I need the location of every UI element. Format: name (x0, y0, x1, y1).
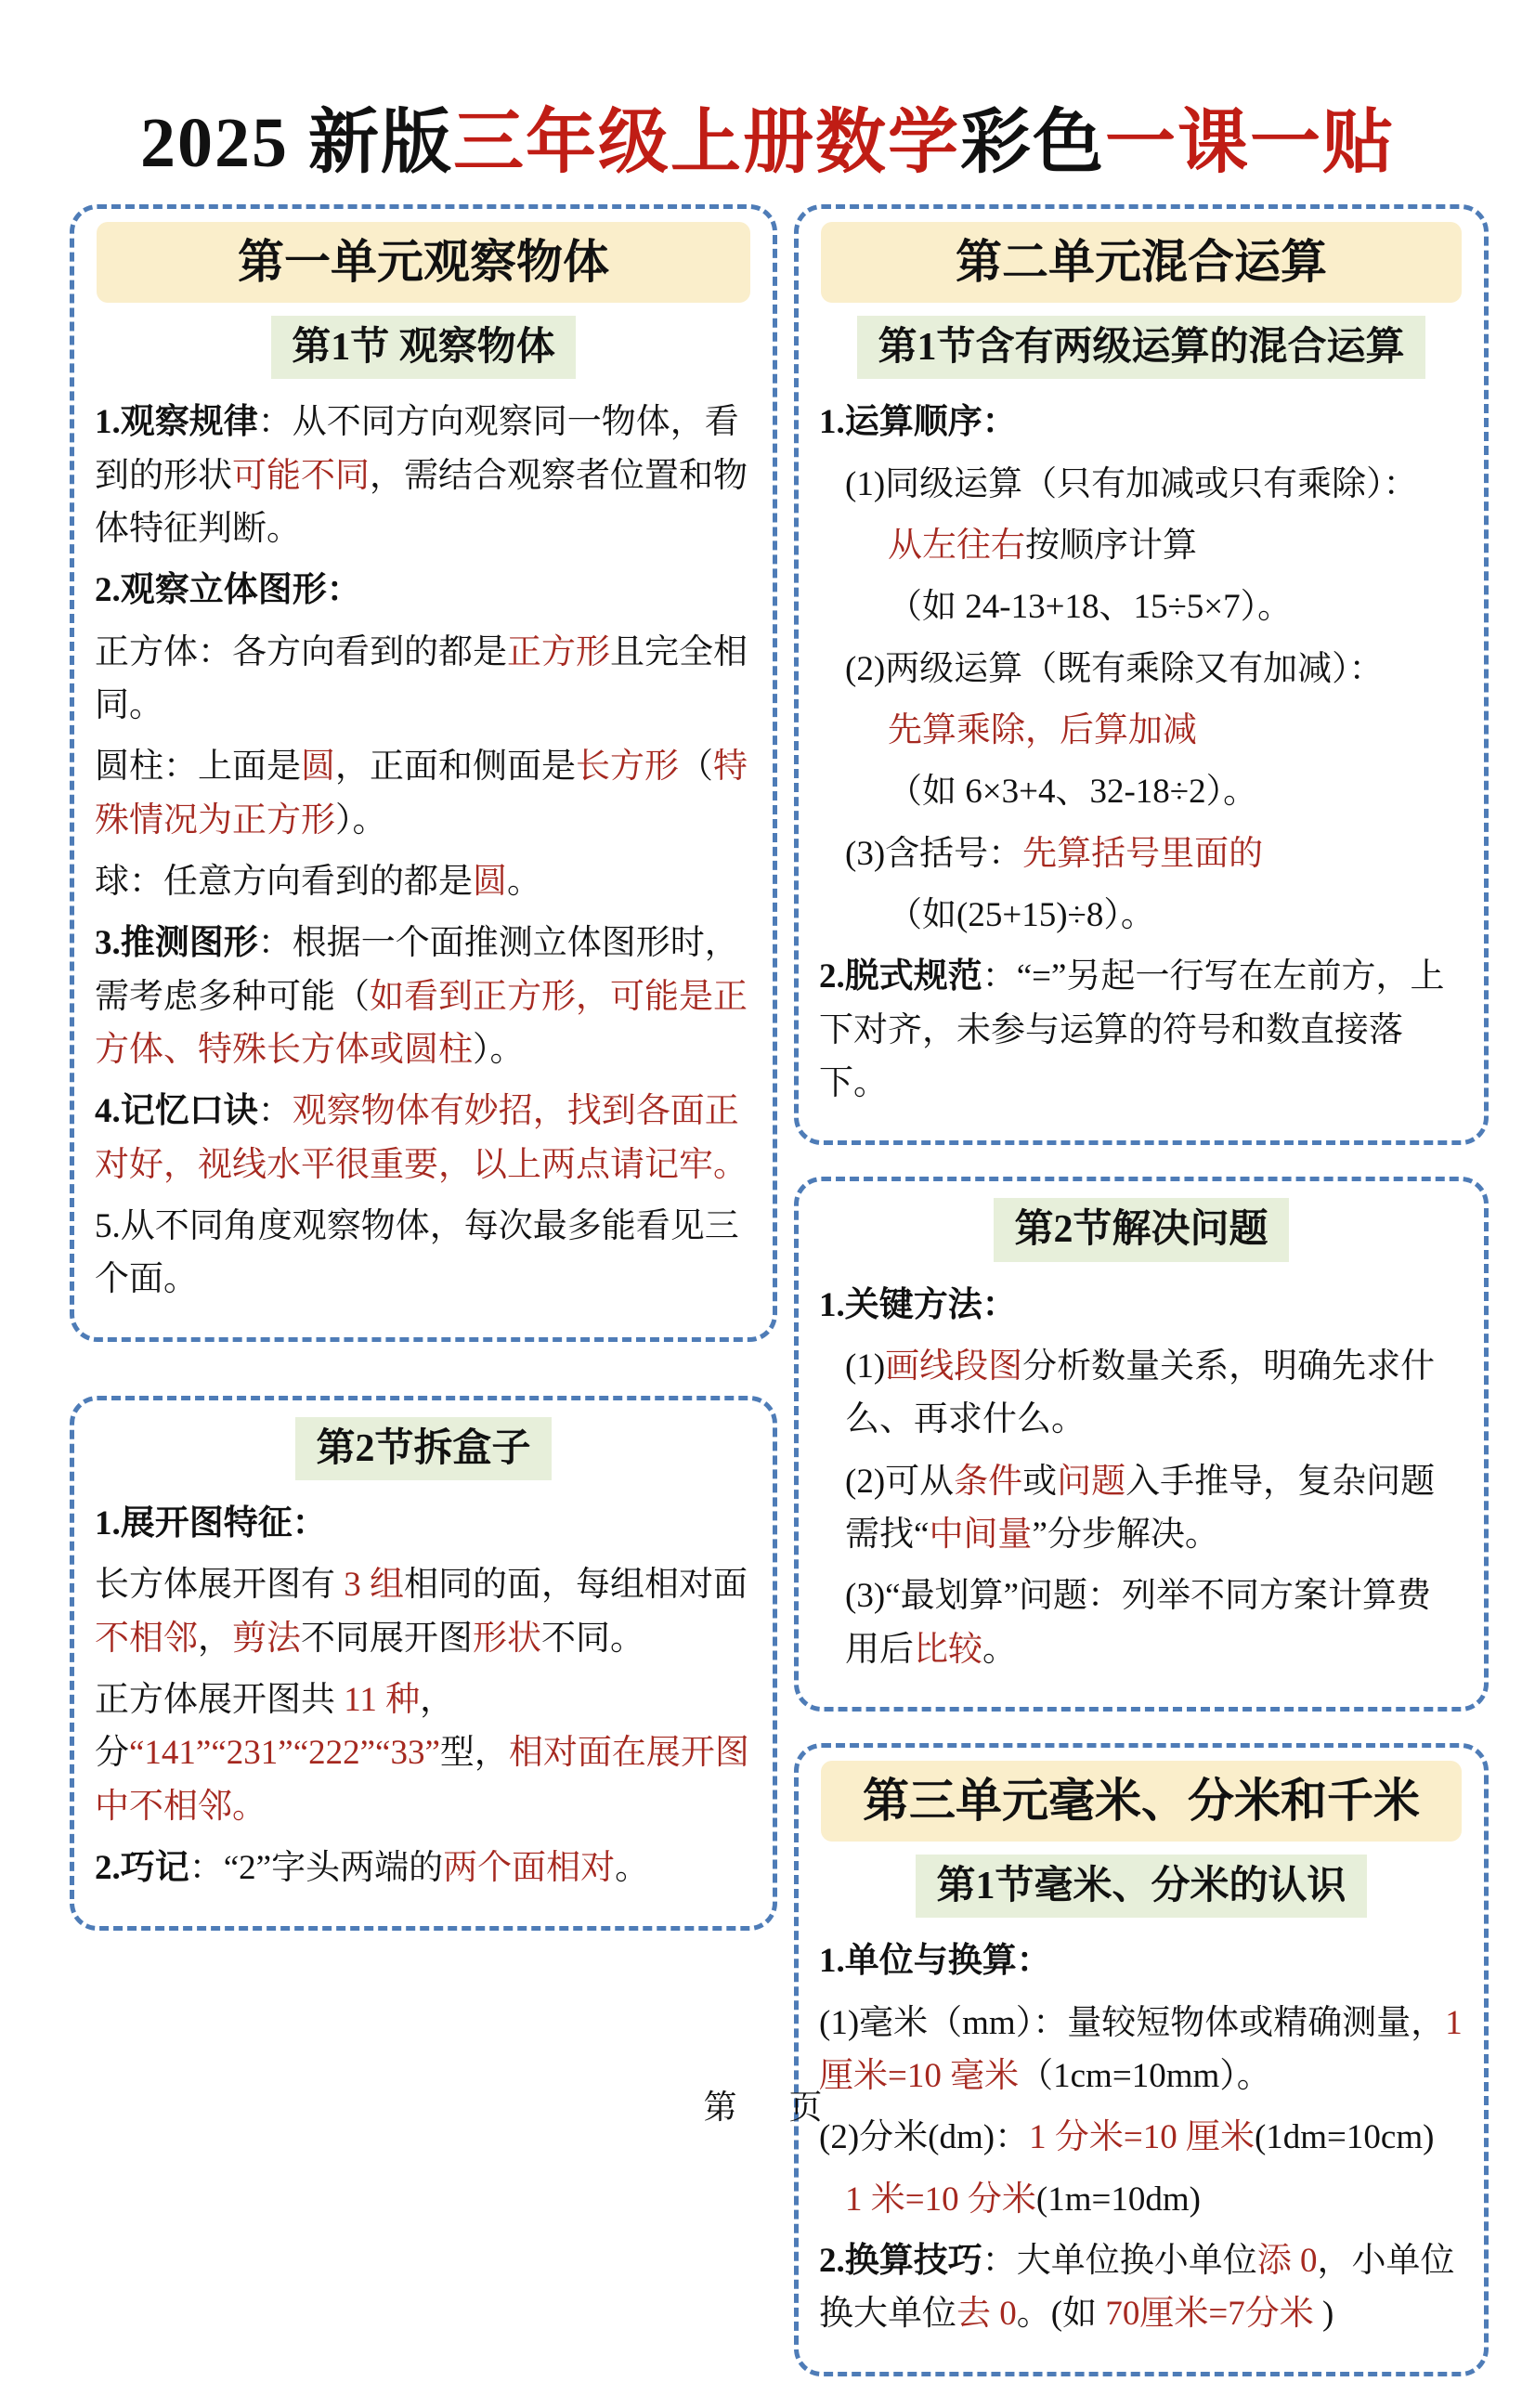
paragraph (95, 1842, 752, 1894)
paragraph (95, 564, 752, 617)
text-run: ）。 (473, 1031, 525, 1070)
highlight-text: “141”“231”“222”“33” (129, 1734, 440, 1773)
text-run: 2.巧记 (95, 1849, 189, 1888)
paragraph (95, 626, 752, 733)
highlight-text: 条件 (954, 1462, 1023, 1501)
paragraph (819, 1455, 1463, 1562)
left-box-2 (70, 1396, 777, 1931)
section-heading: 第2节解决问题 (994, 1198, 1288, 1261)
page-footer: 第 页 (703, 2089, 832, 2126)
text-run: 型， (439, 1734, 509, 1773)
highlight-text: 不相邻 (95, 1619, 198, 1658)
highlight-text: 长方形 (576, 748, 679, 787)
highlight-text: 可能不同 (232, 456, 370, 495)
text-run: ：从不同方向观察同一物体，看到的形状 (95, 403, 739, 495)
unit-header: 第一单元观察物体 (97, 222, 750, 303)
right-box-3 (794, 1743, 1489, 2376)
paragraph (819, 827, 1463, 880)
text-run: 入手推导，复杂问题需找“ (845, 1462, 1436, 1555)
text-run: 。 (507, 863, 541, 902)
text-run: 。(如 (1016, 2295, 1106, 2334)
highlight-text: 形状 (473, 1619, 541, 1658)
highlight-text: 添 0 (1256, 2242, 1318, 2281)
text-run: 4.记忆口诀 (95, 1092, 258, 1131)
highlight-text: 去 0 (956, 2295, 1017, 2334)
highlight-text: 一课一贴 (1105, 104, 1395, 182)
text-run: 分析数量关系，明确先求什么、再求什么。 (845, 1347, 1436, 1439)
paragraph (819, 765, 1463, 818)
highlight-text: 观察物体有妙招，找到各面正对好，视线水平很重要，以上两点请记牢。 (95, 1092, 748, 1184)
text-run: ，正面和侧面是 (335, 748, 576, 787)
text-run: 或 (1022, 1462, 1058, 1501)
text-run: （ (679, 748, 713, 787)
text-run: 3.推测图形 (95, 924, 258, 963)
text-run: (1)同级运算（只有加减或只有乘除）： (845, 464, 1418, 503)
section-heading: 第1节含有两级运算的混合运算 (857, 316, 1424, 379)
highlight-text: 两个面相对 (443, 1849, 616, 1888)
highlight-text: 问题 (1057, 1462, 1126, 1501)
text-run: 正方体：各方向看到的都是 (95, 632, 507, 671)
column-right (794, 204, 1489, 2408)
highlight-text: 70厘米=7分米 (1105, 2295, 1314, 2334)
text-run: (1) (845, 1347, 886, 1386)
column-left (70, 204, 777, 1985)
text-run: ：“=”另起一行写在左前方，上下对齐，未参与运算的符号和数直接落下。 (819, 957, 1445, 1103)
text-run: 按顺序计算 (1025, 526, 1197, 565)
paragraph (819, 1279, 1463, 1332)
text-run: ： (257, 1092, 293, 1131)
text-run: 1.单位与换算： (819, 1942, 1051, 1981)
paragraph (95, 1497, 752, 1550)
text-run: 2.脱式规范 (819, 957, 982, 996)
section-heading-row (819, 1198, 1463, 1261)
text-run: ，需结合观察者位置和物体特征判断。 (95, 456, 748, 548)
text-run: 2025 新版 (140, 104, 453, 182)
unit-header: 第二单元混合运算 (821, 222, 1462, 303)
highlight-text: 圆 (301, 748, 335, 787)
text-run: 圆柱：上面是 (95, 748, 301, 787)
highlight-text: 先算乘除，后算加减 (888, 711, 1197, 750)
left-box-1 (70, 204, 777, 1342)
paragraph (95, 917, 752, 1076)
text-run: ）。 (335, 800, 387, 840)
paragraph (819, 458, 1463, 511)
highlight-text: 1 分米=10 厘米 (1029, 2118, 1255, 2157)
highlight-text: 圆 (473, 863, 507, 902)
unit-header: 第三单元毫米、分米和千米 (821, 1761, 1462, 1842)
paragraph (819, 396, 1463, 449)
text-run: 长方体展开图有 (95, 1566, 345, 1605)
text-run: 不同。 (541, 1619, 644, 1658)
text-run: 2.观察立体图形： (95, 571, 361, 610)
highlight-text: 如看到正方形，可能是正方体、特殊长方体或圆柱 (95, 977, 748, 1070)
highlight-text: 比较 (914, 1630, 982, 1669)
highlight-text: 1 米=10 分米 (845, 2180, 1036, 2219)
highlight-text: 三年级上册数学 (453, 104, 960, 182)
paragraph (95, 396, 752, 555)
paragraph (95, 855, 752, 908)
text-run: 5.从不同角度观察物体，每次最多能看见三个面。 (95, 1207, 739, 1299)
highlight-text: 相对面在展开图中不相邻。 (95, 1734, 749, 1826)
page-title (0, 85, 1535, 187)
text-run: 正方体展开图共 (95, 1681, 345, 1720)
text-run: ：大单位换小单位 (982, 2242, 1257, 2281)
paragraph (819, 2173, 1463, 2226)
highlight-text: 中间量 (929, 1516, 1033, 1555)
paragraph (819, 950, 1463, 1110)
highlight-text: 正方形 (507, 632, 610, 671)
section-heading: 第1节毫米、分米的认识 (916, 1855, 1366, 1918)
text-run: (3)含括号： (845, 834, 1023, 873)
text-run: (2)两级运算（既有乘除又有加减）： (845, 649, 1384, 688)
text-run: ，分 (95, 1681, 455, 1773)
paragraph (819, 643, 1463, 696)
text-run: 。 (982, 1630, 1017, 1669)
paragraph (819, 1934, 1463, 1987)
highlight-text: 11 种 (344, 1681, 421, 1720)
text-run: （1cm=10mm）。 (1019, 2057, 1271, 2096)
text-run: ， (198, 1619, 232, 1658)
text-run: (1)毫米（mm）：量较短物体或精确测量， (819, 2003, 1446, 2042)
section-heading-row (95, 1417, 752, 1480)
section-heading-row (819, 316, 1463, 379)
text-run: ”分步解决。 (1032, 1516, 1219, 1555)
paragraph (819, 704, 1463, 757)
text-run: 彩色 (960, 104, 1105, 182)
paragraph (95, 1673, 752, 1833)
text-run: ) (1313, 2295, 1334, 2334)
paragraph (95, 740, 752, 847)
section-heading: 第2节拆盒子 (295, 1417, 551, 1480)
text-run: ，小单位换大单位 (819, 2242, 1455, 2334)
text-run: ：根据一个面推测立体图形时，需考虑多种可能（ (95, 924, 739, 1016)
paragraph (819, 1340, 1463, 1447)
text-run: （如(25+15)÷8）。 (888, 896, 1155, 935)
highlight-text: 剪法 (232, 1619, 301, 1658)
paragraph (819, 1569, 1463, 1676)
text-run: （如 6×3+4、32-18÷2）。 (888, 773, 1258, 812)
text-run: 1.运算顺序： (819, 403, 1017, 442)
text-run: (2)分米(dm)： (819, 2118, 1030, 2157)
text-run: (2)可从 (845, 1462, 955, 1501)
section-heading: 第1节 观察物体 (271, 316, 576, 379)
text-run: (1m=10dm) (1035, 2180, 1201, 2219)
section-heading-row (819, 1855, 1463, 1918)
text-run: 相同的面，每组相对面 (404, 1566, 748, 1605)
text-run: ：“2”字头两端的 (189, 1849, 444, 1888)
paragraph (819, 2234, 1463, 2341)
highlight-text: 画线段图 (885, 1347, 1023, 1386)
text-run: 1.展开图特征： (95, 1504, 327, 1543)
highlight-text: 1 厘米=10 毫米 (819, 2003, 1463, 2096)
section-heading-row (95, 316, 752, 379)
paragraph (95, 1200, 752, 1307)
paragraph (819, 519, 1463, 572)
text-run: 1.观察规律 (95, 403, 258, 442)
highlight-text: 从左往右 (888, 526, 1025, 565)
text-run: （如 24-13+18、15÷5×7）。 (888, 588, 1293, 627)
text-run: 1.关键方法： (819, 1285, 1017, 1324)
highlight-text: 3 组 (344, 1566, 404, 1605)
text-run: 。 (615, 1849, 650, 1888)
paragraph (819, 580, 1463, 633)
text-run: 球：任意方向看到的都是 (95, 863, 473, 902)
highlight-text: 特殊情况为正方形 (95, 748, 748, 840)
text-run: (1dm=10cm) (1254, 2118, 1435, 2157)
paragraph (819, 889, 1463, 942)
right-box-2 (794, 1177, 1489, 1712)
paragraph (95, 1085, 752, 1191)
highlight-text: 先算括号里面的 (1022, 834, 1264, 873)
text-run: 2.换算技巧 (819, 2242, 982, 2281)
text-run: 不同展开图 (301, 1619, 473, 1658)
text-run: (3)“最划算”问题：列举不同方案计算费用后 (845, 1577, 1431, 1669)
text-run: 且完全相同。 (95, 632, 748, 725)
paragraph (95, 1558, 752, 1665)
right-box-1 (794, 204, 1489, 1145)
